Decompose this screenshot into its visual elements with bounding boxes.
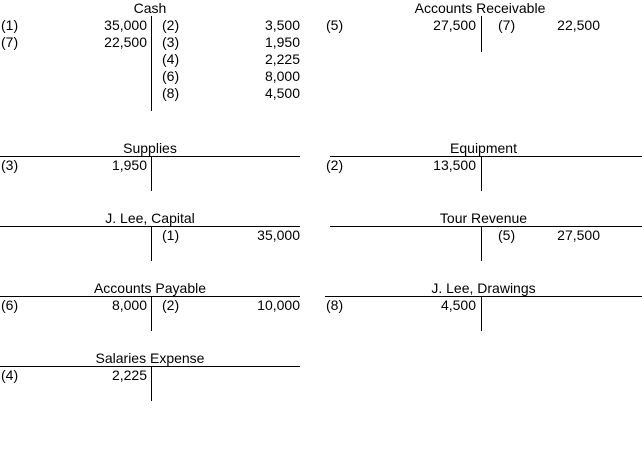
credit-side (162, 227, 300, 244)
entry-amount: 1,950 (264, 34, 300, 50)
entry-amount: 27,500 (433, 17, 476, 33)
entry-row (498, 227, 600, 244)
debit-side (326, 157, 476, 174)
entry-amount: 8,000 (264, 68, 300, 84)
entry-amount: 22,500 (557, 17, 600, 33)
entry-amount: 35,000 (104, 17, 147, 33)
entry-row (1, 17, 147, 34)
entry-ref: (3) (1, 157, 19, 173)
account-title: Accounts Receivable (414, 0, 546, 16)
credit-side (498, 227, 600, 244)
account-title: Supplies (123, 140, 177, 156)
debit-side (1, 367, 147, 384)
entry-ref: (4) (162, 51, 180, 67)
entry-ref: (3) (162, 34, 180, 50)
entry-amount: 4,500 (264, 85, 300, 101)
account-vertical-rule (481, 16, 482, 52)
entry-row (326, 17, 476, 34)
account-vertical-rule (151, 366, 152, 401)
account-vertical-rule (151, 296, 152, 331)
entry-amount: 35,000 (257, 227, 300, 243)
account-title: Equipment (450, 140, 517, 156)
t-account-salaries-expense (0, 350, 300, 470)
account-title: J. Lee, Drawings (431, 280, 536, 296)
account-title: J. Lee, Capital (105, 210, 195, 226)
entry-ref: (1) (162, 227, 180, 243)
entry-row (162, 85, 300, 102)
entry-ref: (7) (1, 34, 19, 50)
debit-side (1, 157, 147, 174)
entry-ref: (7) (498, 17, 516, 33)
entry-row (1, 34, 147, 51)
entry-amount: 27,500 (557, 227, 600, 243)
account-title: Accounts Payable (93, 280, 207, 296)
entry-row (326, 157, 476, 174)
entry-ref: (8) (326, 297, 344, 313)
entry-amount: 3,500 (264, 17, 300, 33)
entry-ref: (2) (326, 157, 344, 173)
credit-side (162, 297, 300, 314)
entry-amount: 13,500 (433, 157, 476, 173)
debit-side (326, 297, 476, 314)
entry-row (498, 17, 600, 34)
entry-amount: 10,000 (257, 297, 300, 313)
entry-ref: (5) (498, 227, 516, 243)
entry-row (162, 51, 300, 68)
entry-ref: (5) (326, 17, 344, 33)
entry-ref: (4) (1, 367, 19, 383)
t-account-cash (0, 0, 300, 120)
entry-ref: (1) (1, 17, 19, 33)
entry-row (162, 34, 300, 51)
entry-row (162, 68, 300, 85)
entry-ref: (8) (162, 85, 180, 101)
credit-side (498, 17, 600, 34)
entry-row (1, 297, 147, 314)
debit-side (1, 17, 147, 51)
account-vertical-rule (481, 156, 482, 191)
entry-amount: 22,500 (104, 34, 147, 50)
debit-side (326, 17, 476, 34)
entry-ref: (6) (162, 68, 180, 84)
entry-row (1, 157, 147, 174)
entry-amount: 1,950 (111, 157, 147, 173)
account-title: Cash (133, 0, 167, 16)
entry-amount: 8,000 (111, 297, 147, 313)
entry-amount: 2,225 (111, 367, 147, 383)
entry-amount: 2,225 (264, 51, 300, 67)
entry-row (1, 367, 147, 384)
credit-side (162, 17, 300, 102)
account-title: Tour Revenue (439, 210, 528, 226)
account-vertical-rule (481, 226, 482, 261)
account-vertical-rule (151, 156, 152, 191)
entry-ref: (2) (162, 297, 180, 313)
entry-ref: (2) (162, 17, 180, 33)
account-vertical-rule (151, 16, 152, 111)
entry-row (162, 297, 300, 314)
account-vertical-rule (151, 226, 152, 261)
t-account-j-lee-drawings (325, 280, 642, 400)
entry-amount: 4,500 (440, 297, 476, 313)
entry-row (326, 297, 476, 314)
entry-row (162, 17, 300, 34)
entry-row (162, 227, 300, 244)
t-account-accounts-receivable (325, 0, 635, 120)
debit-side (1, 297, 147, 314)
account-title: Salaries Expense (95, 350, 205, 366)
entry-ref: (6) (1, 297, 19, 313)
account-vertical-rule (481, 296, 482, 331)
